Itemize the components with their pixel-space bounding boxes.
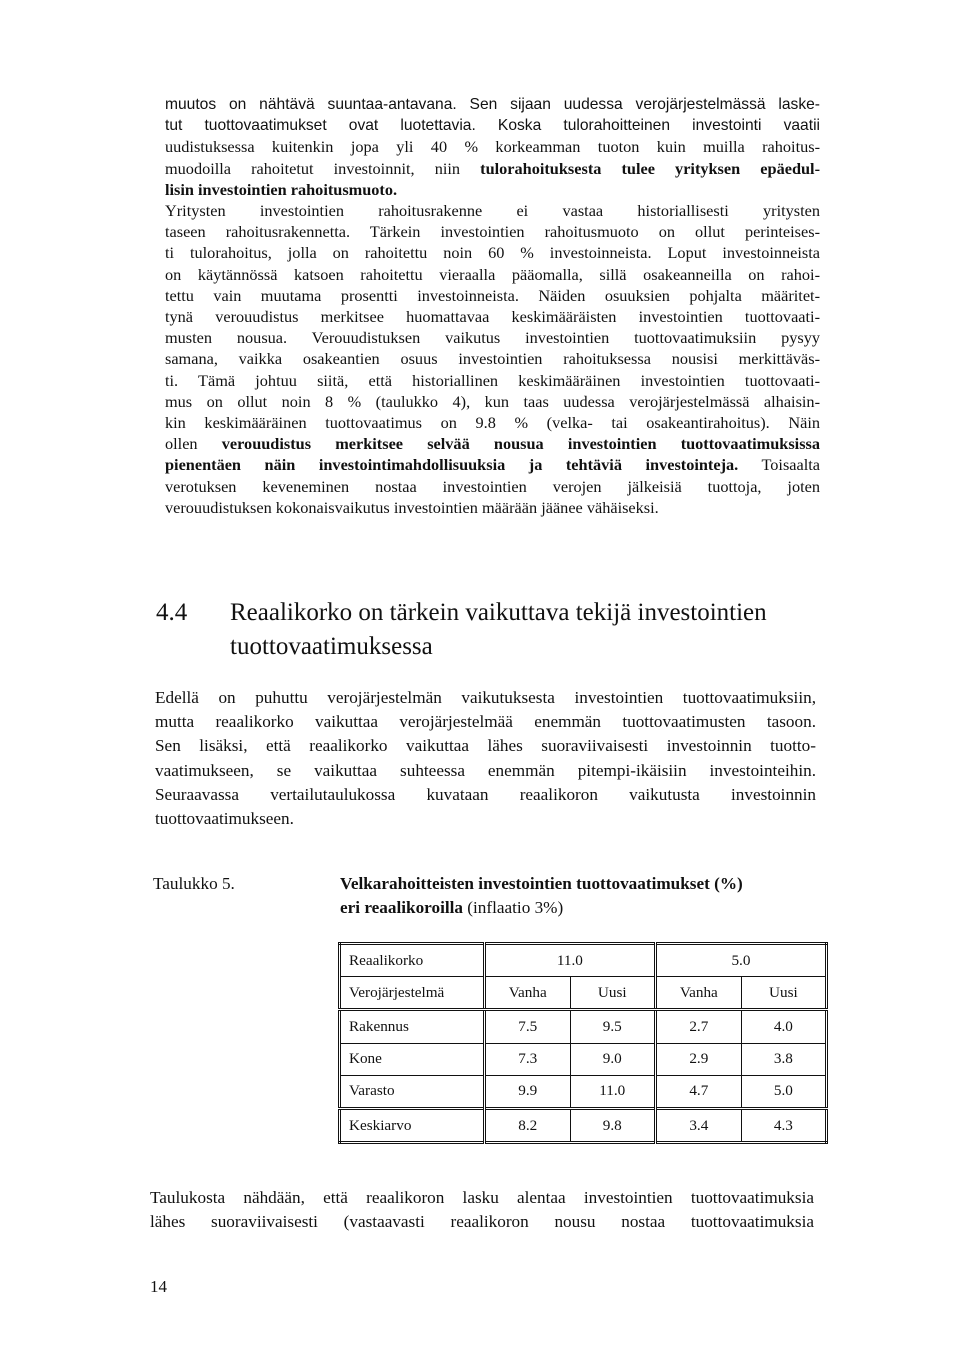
table-caption-label: Taulukko 5. [153,874,235,893]
table-header-cell: Reaalikorko [340,944,485,977]
table-row [340,1108,827,1142]
table-row [340,1010,827,1043]
table-cell: 7.5 [484,1010,570,1043]
text-line: Edellä on puhuttu verojärjestelmän vaikutuksesta investointien tuottovaatimuksiin, [155,688,816,707]
text-span: ollen [165,434,222,454]
table-subheader-cell: Vanha [484,977,570,1010]
text-line: vaatimukseen, se vaikuttaa suhteessa enemmän pitempi-ikäisiin investointeihin. [155,760,816,780]
section-title-line: Reaalikorko on tärkein vaikuttava tekijä investointien [230,599,767,626]
text-span: Toisaalta [738,455,821,475]
text-line [165,179,820,200]
section-title-line: tuottovaatimuksessa [230,633,433,660]
page-number: 14 [150,1277,167,1296]
text-line: ti tulorahoitus, jolla on rahoitettu noin 60 % investoinneista. Loput investoinneista [165,243,820,263]
text-line: mutta reaalikorko vaikuttaa verojärjestelmää enemmän tuottovaatimusten tasoon. [155,712,816,732]
table-caption-title-bold: Velkarahoitteisten investointien tuottovaatimukset (%) [340,874,743,893]
text-line: tynä verouudistus merkitsee huomattavaa keskimääräisten investointien tuottovaati- [165,307,820,327]
text-line: Seuraavassa vertailutaulukossa kuvataan reaalikoron vaikutusta investoinnin [155,784,816,804]
table-row-label: Kone [340,1043,485,1075]
table-cell: 9.0 [570,1043,655,1075]
emphasis-text: tulorahoituksesta tulee yrityksen epäedul- [480,158,820,178]
section-number: 4.4 [156,599,188,626]
table-row [340,1043,827,1075]
emphasis-text: verouudistus merkitsee selvää nousua investointien tuottovaatimuksissa [221,434,821,454]
table-caption-title-bold: eri reaalikoroilla [340,898,463,917]
table-cell: 4.3 [741,1108,826,1142]
table-cell: 9.5 [570,1010,655,1043]
paragraph-1 [165,94,820,518]
table-cell: 2.9 [655,1043,741,1075]
text-line: lähes suoraviivaisesti (vastaavasti reaalikoron nousu nostaa tuottovaatimuksia [150,1212,814,1232]
section-title [230,596,850,664]
table-cell: 7.3 [484,1043,570,1075]
emphasis-text: pienentäen näin investointimahdollisuuksia ja tehtäviä investointeja. [165,455,739,475]
table-header-cell: Verojärjestelmä [340,977,485,1010]
table-cell: 4.7 [655,1075,741,1108]
text-line: Sen lisäksi, että reaalikorko vaikuttaa lähes suoraviivaisesti investoinnin tuotto- [155,736,816,756]
table-row-label: Rakennus [340,1010,485,1043]
paragraph-2 [155,686,816,831]
text-line [165,158,820,179]
text-line: verotuksen keveneminen nostaa investointien verojen jälkeisiä tuottoja, joten [165,476,820,496]
table-subheader-row [340,977,827,1010]
table-row-label: Varasto [340,1075,485,1108]
text-line: tettu vain muutama prosentti investoinneista. Näiden osuuksien pohjalta määritet- [165,285,820,305]
table-subheader-cell: Uusi [570,977,655,1010]
text-line [165,433,820,454]
table-cell: 9.8 [570,1108,655,1142]
table-caption-note: (inflaatio 3%) [463,898,564,917]
table-cell: 4.0 [741,1010,826,1043]
text-line [165,454,820,475]
table-cell: 5.0 [741,1075,826,1108]
text-span: muodoilla rahoitetut investoinnit, niin [165,158,481,178]
text-line: mus on ollut noin 8 % (taulukko 4), kun taas uudessa verojärjestelmässä alhaisin- [165,391,820,411]
data-table [338,942,828,1144]
text-line: kin keskimääräinen tuottovaatimus on 9.8 % (velka- tai osakeantirahoitus). Näin [165,413,820,433]
text-line: musten nousua. Verouudistuksen vaikutus investointien tuottovaatimuksiin pysyy [165,328,820,348]
text-line: verouudistuksen kokonaisvaikutus investointien määrään jäänee vähäiseksi. [165,497,659,517]
text-line: muutos on nähtävä suuntaa-antavana. Sen sijaan uudessa verojärjestelmässä laske- [165,96,820,113]
table-cell: 8.2 [484,1108,570,1142]
text-line: uudistuksessa kuitenkin jopa yli 40 % korkeamman tuoton kuin muilla rahoitus- [165,137,820,157]
table-group-header: 5.0 [655,944,826,977]
text-line: tut tuottovaatimukset ovat luotettavia. Koska tulorahoitteinen investointi vaatii [165,117,820,135]
table-group-header: 11.0 [484,944,655,977]
text-line: tuottovaatimukseen. [155,809,294,829]
table-cell: 3.4 [655,1108,741,1142]
emphasis-text: lisin investointien rahoitusmuoto. [165,179,398,199]
table-cell: 11.0 [570,1075,655,1108]
text-line: on käytännössä katsoen rahoitettu vieraalla pääomalla, sillä osakeanneilla on rahoi- [165,264,820,284]
text-line: samana, vaikka osakeantien osuus investointien rahoituksessa nousisi merkittäväs- [165,349,820,369]
table-cell: 2.7 [655,1010,741,1043]
table-subheader-cell: Vanha [655,977,741,1010]
table-subheader-cell: Uusi [741,977,826,1010]
text-line: taseen rahoitusrakennetta. Tärkein investointien rahoitusmuoto on ollut perinteises- [165,222,820,242]
table-caption-title [340,872,820,920]
table-row [340,1075,827,1108]
text-line: Yritysten investointien rahoitusrakenne ei vastaa historiallisesti yritysten [165,201,820,221]
table-cell: 9.9 [484,1075,570,1108]
table-cell: 3.8 [741,1043,826,1075]
table-row-label: Keskiarvo [340,1108,485,1142]
paragraph-3 [150,1186,814,1235]
text-line: Taulukosta nähdään, että reaalikoron lasku alentaa investointien tuottovaatimuksia [150,1188,814,1207]
table-header-row [340,944,827,977]
text-line: ti. Tämä johtuu siitä, että historiallinen keskimääräinen investointien tuottovaati- [165,370,820,390]
